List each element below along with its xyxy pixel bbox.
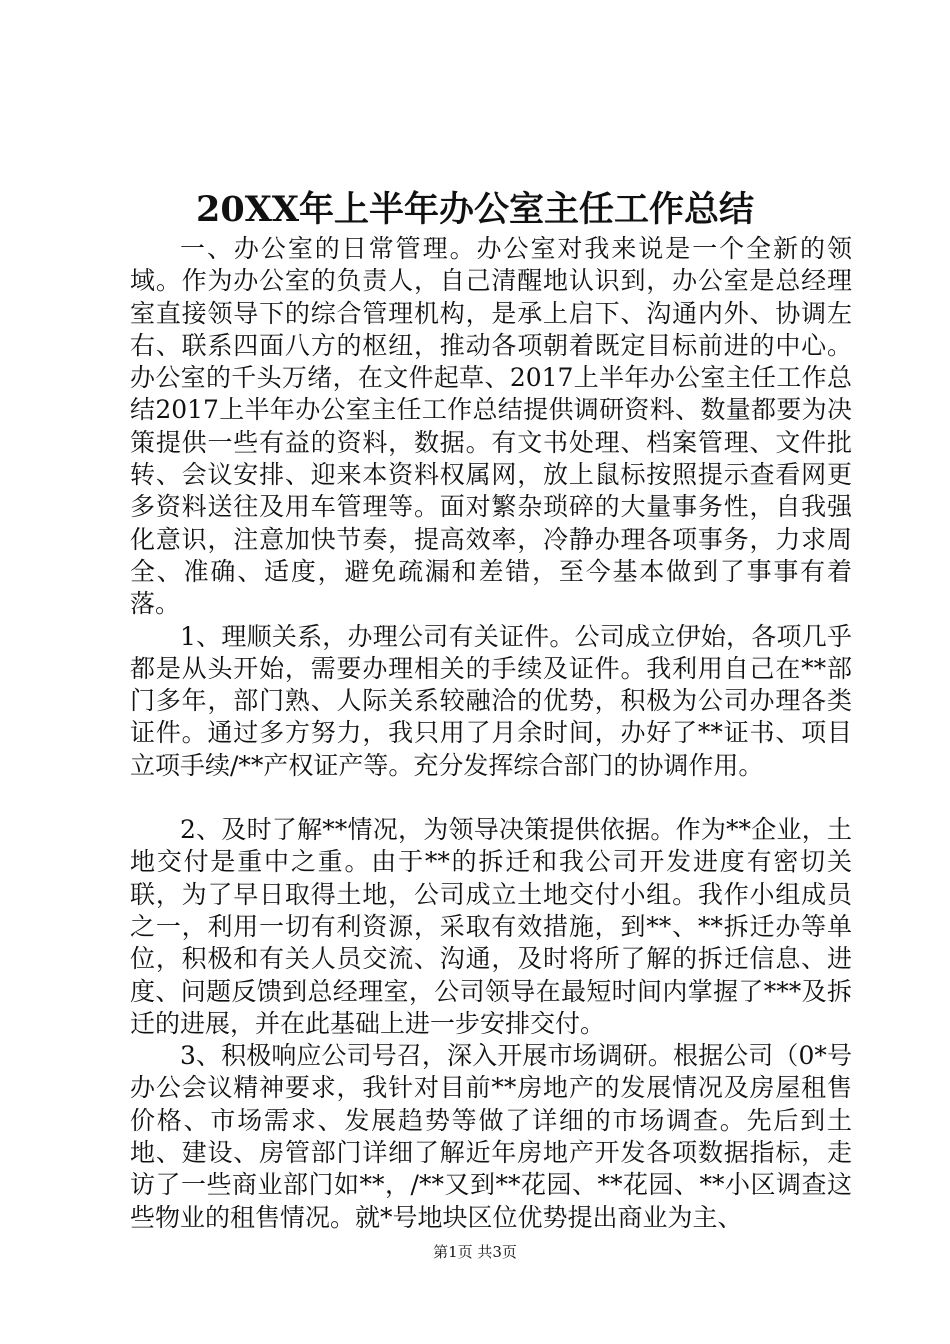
- page-footer: 第1页 共3页: [433, 1243, 517, 1261]
- paragraph-certificates: 1、理顺关系，办理公司有关证件。公司成立伊始，各项几乎都是从头开始，需要办理相关的手续及证件。我利用自己在**部门多年，部门熟、人际关系较融洽的优势，积极为公司办理各类证件。通过多方努力，我只用了月余时间，办好了**证书、项目立项手续/**产权证产等。充分发挥综合部门的协调作用。: [130, 621, 852, 780]
- document-title: 20XX年上半年办公室主任工作总结: [195, 189, 755, 230]
- paragraph-market-research: 3、积极响应公司号召，深入开展市场调研。根据公司（0*号办公会议精神要求，我针对目前**房地产的发展情况及房屋租售价格、市场需求、发展趋势等做了详细的市场调查。先后到土地、建设、房管部门详细了解近年房地产开发各项数据指标，走访了一些商业部门如**，/**又到**花园、**花园、**小区调查这些物业的租售情况。就*号地块区位优势提出商业为主、: [130, 1041, 852, 1232]
- document-body: [130, 233, 852, 1234]
- paragraph-land-delivery: 2、及时了解**情况，为领导决策提供依据。作为**企业，土地交付是重中之重。由于**的拆迁和我公司开发进度有密切关联，为了早日取得土地，公司成立土地交付小组。我作小组成员之一，利用一切有利资源，采取有效措施，到**、**拆迁办等单位，积极和有关人员交流、沟通，及时将所了解的拆迁信息、进度、问题反馈到总经理室，公司领导在最短时间内掌握了***及拆迁的进展，并在此基础上进一步安排交付。: [130, 815, 852, 1038]
- paragraph-office-daily-management: 一、办公室的日常管理。办公室对我来说是一个全新的领域。作为办公室的负责人，自己清醒地认识到，办公室是总经理室直接领导下的综合管理机构，是承上启下、沟通内外、协调左右、联系四面八方的枢纽，推动各项朝着既定目标前进的中心。办公室的千头万绪，在文件起草、2017上半年办公室主任工作总结2017上半年办公室主任工作总结提供调研资料、数量都要为决策提供一些有益的资料，数据。有文书处理、档案管理、文件批转、会议安排、迎来本资料权属网，放上鼠标按照提示查看网更多资料送往及用车管理等。面对繁杂琐碎的大量事务性，自我强化意识，注意加快节奏，提高效率，冷静办理各项事务，力求周全、准确、适度，避免疏漏和差错，至今基本做到了事事有着落。: [130, 234, 852, 619]
